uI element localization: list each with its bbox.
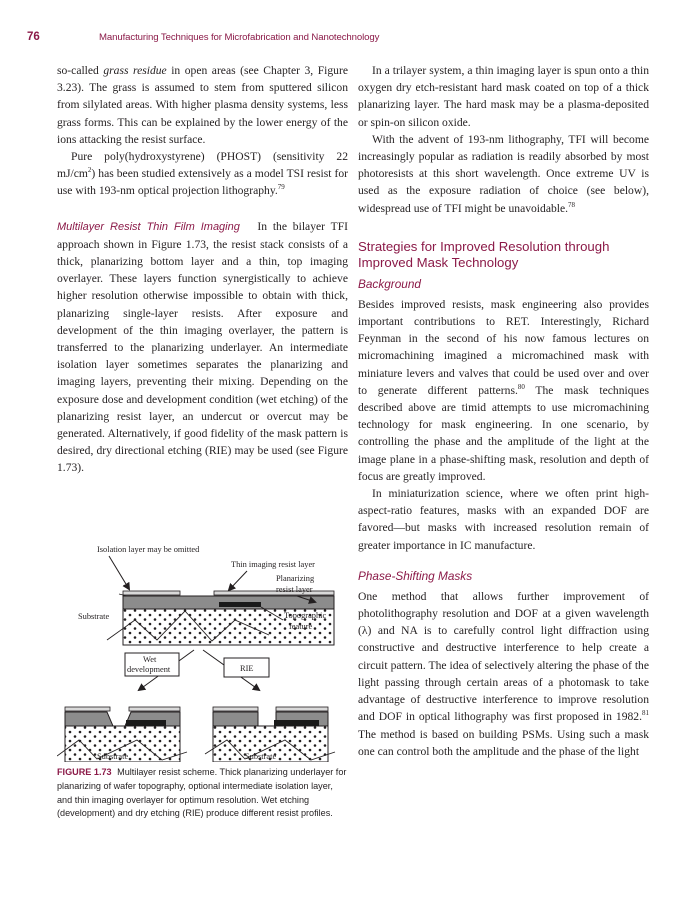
text: In the bilayer TFI approach shown in Figure 1.73, the resist stack consists of a thick, planarizing bottom layer and a thin, top imaging overlayer. These layers function synergistically to achieve higher resolution otherwise impossible to obtain with thick, planarizing single-layer resists. After exposure and development of the thin imaging overlayer, the pattern is transferred to the planarizing underlayer. An intermediate isolation layer sometimes separates the planarizing and imaging layers, preventing their mixing. Depending on the exposure dose and development condition (wet etching) of the planarizing resist layer, an undercut or overcut may be generated. Alternatively, if good fidelity of the mask pattern is desired, dry directional etching (RIE) may be used (see Figure 1.73).	[57, 219, 349, 475]
text: The mask techniques described above are timid attempts to use micromachining technology for mask engineering. In one scenario, by controlling the phase and the amplitude of the light at the image plane in a phase-shifting mask, resolution and depth of focus are greatly improved.	[358, 383, 649, 483]
label-planarizing-2: resist layer	[276, 585, 313, 594]
right-column	[358, 62, 649, 760]
text: so-called	[57, 64, 104, 77]
reference-78[interactable]: 78	[568, 200, 576, 209]
paragraph-mask-engineering	[358, 296, 649, 485]
left-column	[57, 62, 348, 477]
reference-79[interactable]: 79	[277, 183, 285, 192]
subheading-background: Background	[358, 276, 421, 291]
text: With the advent of 193-nm lithography, TFI will become increasingly popular as radiation is readily absorbed by most photoresists at this short wavelength. Once extreme UV is used as the exposure radiation of choice (see below), widespread use of TFI might be unavoidable.	[358, 132, 649, 215]
label-wet-1: Wet	[143, 655, 157, 664]
label-thin-imaging: Thin imaging resist layer	[231, 560, 315, 569]
label-topographic-2: feature	[289, 622, 313, 631]
reference-80[interactable]: 80	[517, 382, 525, 391]
page-number: 76	[27, 31, 40, 43]
paragraph-trilayer: In a trilayer system, a thin imaging layer is spun onto a thin oxygen dry etch-resistant hard mask coated on top of a thick planarizing layer. The hard mask may be a plasma-deposited or spin-on silicon oxide.	[358, 64, 649, 129]
reference-81[interactable]: 81	[642, 709, 649, 718]
run-in-heading: Multilayer Resist Thin Film Imaging	[57, 220, 240, 233]
label-substrate-right: Substrate	[245, 752, 277, 761]
paragraph-tfi-193nm	[358, 131, 649, 217]
label-planarizing-1: Planarizing	[276, 574, 315, 583]
rie-profile	[205, 707, 335, 762]
unit-superscript: 2	[87, 166, 92, 175]
multilayer-resist-diagram	[57, 540, 348, 762]
paragraph-miniaturization: In miniaturization science, where we often print high-aspect-ratio features, masks with an expanded DOF are favored—but masks with increased resolution remain of greater importance in IC manufacture.	[358, 487, 649, 552]
figure-caption	[57, 766, 348, 821]
label-isolation-layer: Isolation layer may be omitted	[97, 545, 200, 554]
label-rie: RIE	[240, 664, 254, 673]
label-substrate-top: Substrate	[78, 612, 110, 621]
text: One method that allows further improvement of photolithography resolution and DOF at a given wavelength (λ) and NA is to carefully control light diffraction using constructive and destructive interference to help create a circuit pattern. The idea of selectively altering the phase of the light passing through certain areas of a photomask to take advantage of destructive interference to improve resolution and DOF in optical lithography was first proposed in 1982.	[358, 589, 649, 724]
text: ) has been studied extensively as a model TSI resist for use with 193-nm optical projection lithography.	[57, 167, 348, 198]
label-topographic-1: Topographic	[284, 611, 327, 620]
text: in open areas (see Chapter 3, Figure 3.23). The grass is assumed to stem from sputtered silicon from silylated areas. With higher plasma density systems, less grass forms. This can be explained by the lower energy of the ions attacking the resist surface.	[57, 64, 348, 146]
text: The method is based on building PSMs. Using such a mask one can control both the amplitude and the phase of the light	[358, 727, 649, 758]
caption-text: Multilayer resist scheme. Thick planarizing underlayer for planarizing of wafer topography, optional intermediate isolation layer, and thin imaging overlayer for optimum resolution. Wet etching (development) and dry etching (RIE) produce different resist profiles.	[57, 767, 347, 819]
text: Besides improved resists, mask engineering also provides important contributions to RET. Interestingly, Richard Feynman in the second of his now famous lectures on micromachining imagined a micromachined mask with miniature levers and valves that could be used over and over to generate different patterns.	[358, 297, 649, 397]
subheading-phase-shifting-masks: Phase-Shifting Masks	[358, 568, 473, 583]
term-grass-residue: grass residue	[103, 64, 167, 77]
label-wet-2: development	[127, 665, 171, 674]
wet-development-profile	[57, 707, 187, 762]
book-title: Manufacturing Techniques for Microfabrication and Nanotechnology	[99, 32, 380, 43]
section-heading: Strategies for Improved Resolution through Improved Mask Technology	[358, 238, 610, 271]
paragraph-phost	[57, 148, 348, 200]
paragraph-multilayer-resist	[57, 218, 348, 477]
paragraph-grass-residue	[57, 62, 348, 148]
figure-label: FIGURE 1.73	[57, 767, 112, 777]
text: Pure poly(hydroxystyrene) (PHOST) (sensitivity 22 mJ/cm	[57, 150, 348, 181]
figure-1-73	[57, 540, 348, 762]
paragraph-phase-shifting	[358, 588, 649, 760]
label-substrate-left: Substrate	[97, 752, 129, 761]
